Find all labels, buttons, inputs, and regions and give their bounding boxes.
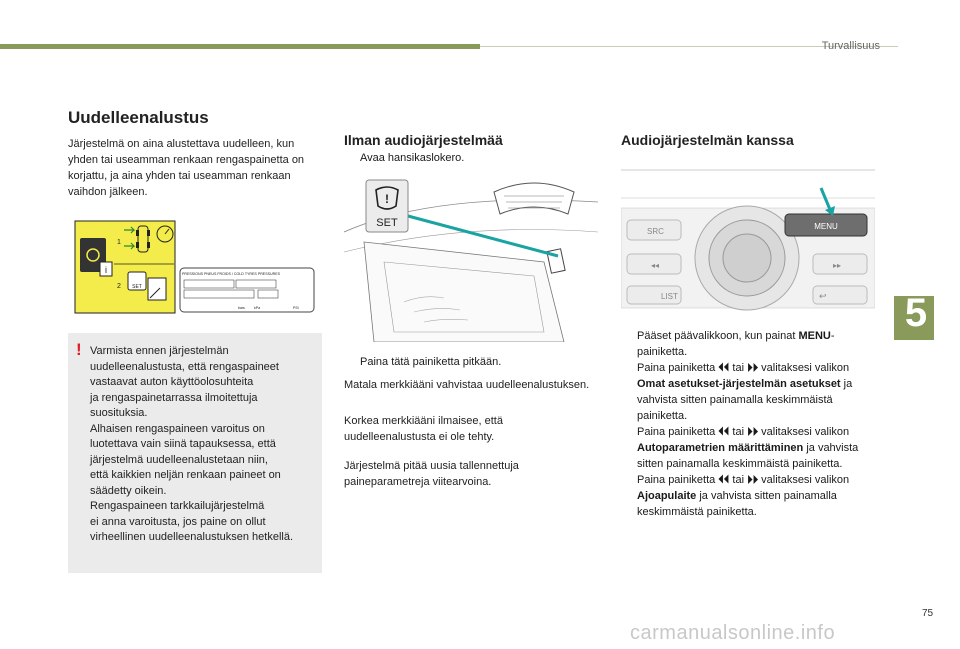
svg-text:!: !: [385, 192, 389, 206]
section-title: Turvallisuus: [821, 40, 880, 52]
kpa-label: kPa: [254, 306, 261, 310]
intro-text: Järjestelmä on aina alustettava uudelleen, kun yhden tai useamman renkaan rengaspainetta on korjattu, ja aina yhden tai useamman renkaan vaihdon jälkeen.: [68, 138, 305, 198]
col2-step2: Paina tätä painiketta pitkään.: [344, 354, 594, 370]
col3-step-2: Paina painiketta ⏴⏴ tai ⏵⏵ valitaksesi valikon Omat asetukset-järjestelmän asetukset ja vahvista sitten painamalla keskimmäistä painiketta.: [621, 360, 877, 424]
fast-forward-icon: ⏵⏵: [747, 362, 759, 374]
reset-procedure-figure: [68, 218, 318, 318]
step1-number: 1: [117, 239, 121, 246]
prev-button-label: ◂◂: [651, 261, 660, 270]
warning-text: Varmista ennen järjestelmän uudelleenalustusta, että rengaspaineet vastaavat auton käyttöolosuhteita ja rengaspainetarrassa ilmoitettuja suosituksia. Alhaisen rengaspaineen varoitus on luotettava vain siinä tapauksessa, että järjestelmä uudelleenalustetaan niin, että kaikkien neljän renkaan paineet on säädetty oikein. Rengaspaineen tarkkailujärjestelmä ei anna varoitusta, jos paine on ollut virheellinen uudelleenalustuksen hetkellä.: [90, 345, 294, 543]
col3-step-4: Paina painiketta ⏴⏴ tai ⏵⏵ valitaksesi valikon Ajoapulaite ja vahvista sitten painamalla keskimmäistä painiketta.: [621, 472, 877, 520]
checkbox-bullet-icon: [344, 354, 352, 370]
page-title: Uudelleenalustus: [68, 108, 209, 127]
bars-label: bars: [238, 306, 245, 310]
checkbox-bullet-icon: [344, 150, 352, 166]
set-small-label: SET: [132, 284, 142, 290]
list-button-label: LIST: [661, 292, 678, 301]
src-button-label: SRC: [647, 227, 664, 236]
rewind-icon: ⏴⏴: [718, 474, 730, 486]
psi-label: PSI: [293, 306, 299, 310]
col3-heading: Audiojärjestelmän kanssa: [621, 132, 794, 148]
col2-para1: Matala merkkiääni vahvistaa uudelleenalustuksen.: [344, 379, 590, 391]
rewind-icon: ⏴⏴: [718, 362, 730, 374]
col2-para2: Korkea merkkiääni ilmaisee, että uudelleenalustusta ei ole tehty.: [344, 415, 503, 443]
col2-para3: Järjestelmä pitää uusia tallennettuja paineparametreja viitearvoina.: [344, 460, 519, 488]
rewind-icon: ⏴⏴: [718, 426, 730, 438]
svg-text:i: i: [105, 265, 107, 275]
fast-forward-icon: ⏵⏵: [747, 474, 759, 486]
checkbox-bullet-icon: [621, 360, 629, 424]
col2-heading: Ilman audiojärjestelmää: [344, 132, 503, 148]
checkbox-bullet-icon: [621, 424, 629, 472]
audio-panel-figure: [621, 168, 875, 318]
step2-number: 2: [117, 283, 121, 290]
watermark: carmanualsonline.info: [630, 622, 836, 644]
warning-icon: !: [76, 340, 82, 359]
set-button-label: SET: [376, 217, 398, 229]
col3-step-3: Paina painiketta ⏴⏴ tai ⏵⏵ valitaksesi valikon Autoparametrien määrittäminen ja vahvista sitten painamalla keskimmäistä painiketta.: [621, 424, 877, 472]
checkbox-bullet-icon: [621, 472, 629, 520]
checkbox-bullet-icon: [621, 328, 629, 360]
header-accent-bar: [0, 44, 480, 49]
menu-button-label: MENU: [814, 222, 838, 231]
col3-step-1: Pääset päävalikkoon, kun painat MENU-painiketta.: [621, 328, 877, 360]
pressure-label-header: PRESSIONS PNEUS FROIDS / COLD TYRES PRESSURES: [182, 272, 280, 276]
next-button-label: ▸▸: [833, 261, 842, 270]
fast-forward-icon: ⏵⏵: [747, 426, 759, 438]
col3-steps: [621, 328, 877, 520]
glovebox-figure: [344, 172, 598, 342]
chapter-number: 5: [904, 291, 928, 335]
col2-step1: Avaa hansikaslokero.: [344, 150, 594, 166]
page-number: 75: [922, 608, 934, 619]
back-button-label: ↩: [819, 291, 827, 301]
